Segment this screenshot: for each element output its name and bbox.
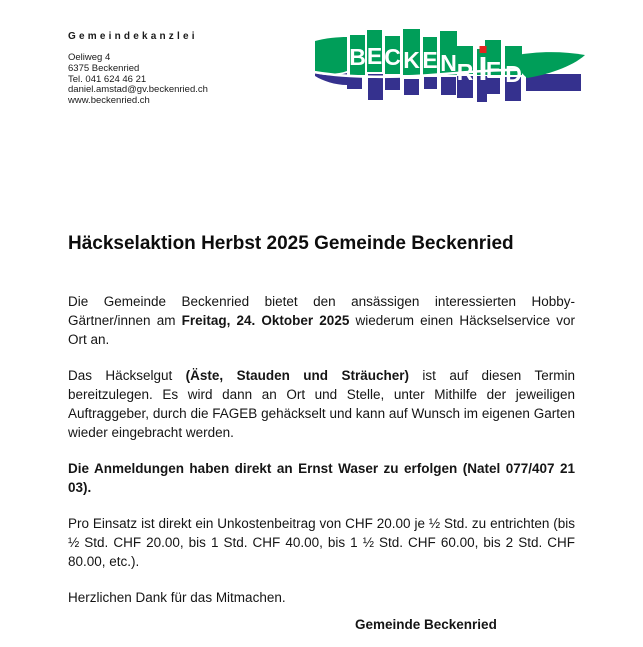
sender-street: Oeliweg 4 [68,52,111,63]
logo-letter-k: K [403,47,420,73]
logo-letter-n: N [440,50,457,76]
text-segment: ist auf diesen Termin bereitzulegen. Es wird dann an Ort und Stelle, unter Mithilfe der jeweiligen Auftraggeber, durch die FAGEB gehäckselt und kann auf Wunsch im eigenen Garten wieder eingebracht werden. [68,368,575,440]
sender-phone: Tel. 041 624 46 21 [68,73,147,85]
sender-block [68,31,208,107]
logo-letter-e3: E [485,57,502,83]
logo-letter-e2: E [422,47,438,73]
paragraph-thanks [68,588,575,607]
document-body [68,292,575,647]
signature: Gemeinde Beckenried [355,617,497,632]
sender-email: daniel.amstad@gv.beckenried.ch [68,84,208,96]
text-segment: Pro Einsatz ist direkt ein Unkostenbeitrag von CHF 20.00 je ½ Std. zu entrichten (bis ½ Std. CHF 20.00, bis 1 Std. CHF 40.00, bis 1 ½ Std. CHF 60.00, bis 2 Std. CHF 80.00, etc.). [68,516,575,569]
logo-letter-i: I [478,50,488,87]
logo-letter-r: R [456,59,474,85]
beckenried-logo-image [314,29,586,107]
text-segment-bold-material: (Äste, Stauden und Sträucher) [185,368,409,383]
sender-city: 6375 Beckenried [68,62,140,74]
text-segment: wiederum einen Häckselservice vor Ort an. [68,313,575,347]
sender-website: www.beckenried.ch [68,95,150,107]
paragraph-cost [68,514,575,571]
logo-letter-e1: E [366,43,383,69]
sender-address [68,53,208,107]
text-segment: Herzlichen Dank für das Mitmachen. [68,590,286,605]
text-segment: Die Gemeinde Beckenried bietet den ansässigen interessierten Hobby-Gärtner/innen am [68,294,575,328]
text-segment-bold: Die Anmeldungen haben direkt an Ernst Waser zu erfolgen (Natel 077/407 21 03). [68,461,575,495]
text-segment: Das Häckselgut [68,368,186,383]
logo-letter-b: B [349,44,366,70]
text-segment-bold-date: Freitag, 24. Oktober 2025 [181,313,350,328]
logo-letter-d: D [505,61,522,87]
paragraph-material [68,366,575,442]
beckenried-logo [314,29,586,107]
page-title: Häckselaktion Herbst 2025 Gemeinde Beckenried [68,233,514,254]
paragraph-intro [68,292,575,349]
paragraph-registration [68,459,575,497]
logo-left-wedge [315,37,347,74]
logo-letter-c: C [384,44,401,70]
sender-office-name: Gemeindekanzlei [68,31,198,42]
